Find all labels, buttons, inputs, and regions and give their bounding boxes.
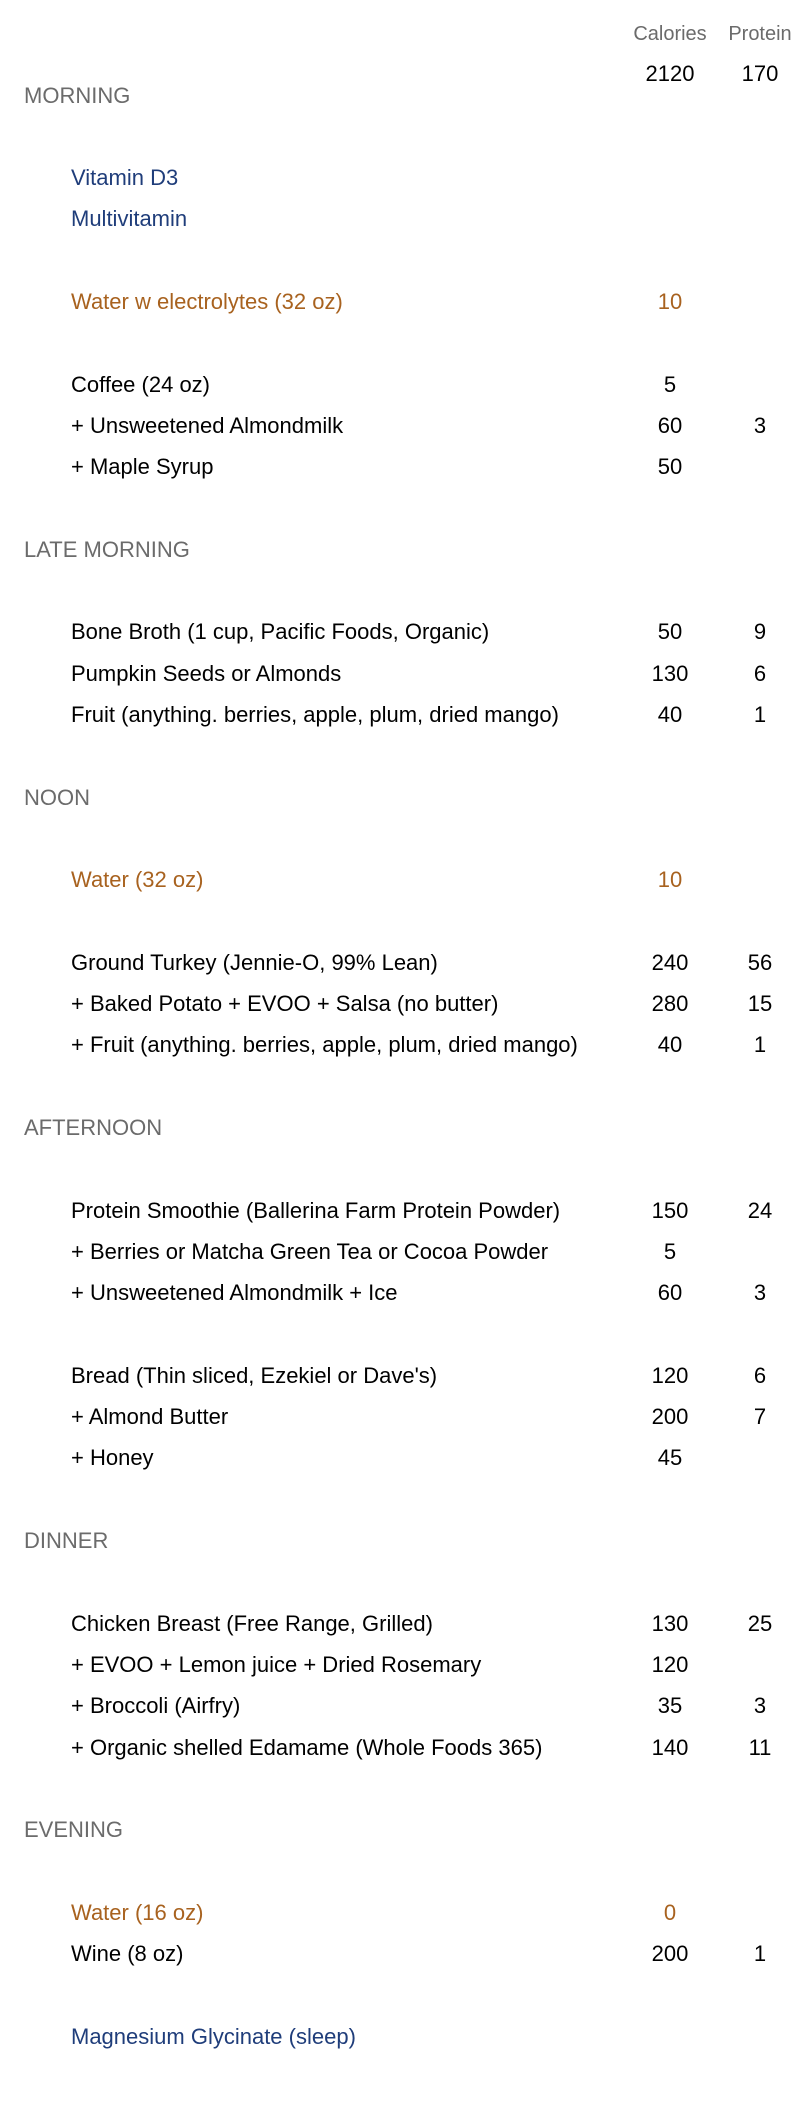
food-row [0,1604,810,1644]
item-label: + Honey [71,1445,154,1471]
item-label: Bread (Thin sliced, Ezekiel or Dave's) [71,1362,438,1388]
item-label: + Broccoli (Airfry) [71,1693,241,1719]
item-label: + Unsweetened Almondmilk + Ice [71,1280,398,1306]
item-label: Multivitamin [71,206,188,232]
food-row [0,695,810,735]
item-protein: 3 [753,412,767,438]
item-protein: 3 [753,1280,767,1306]
item-label: Ground Turkey (Jennie-O, 99% Lean) [71,949,438,975]
protein-column-header: Protein [728,23,792,45]
section-heading [0,530,810,570]
item-protein: 1 [753,1941,767,1966]
item-calories: 140 [651,1734,689,1760]
item-calories: 280 [651,991,689,1017]
item-label: + Berries or Matcha Green Tea or Cocoa Powder [71,1238,549,1264]
total-protein: 170 [741,61,779,86]
item-label: + EVOO + Lemon juice + Dried Rosemary [71,1651,482,1677]
total-calories: 2120 [645,61,695,86]
item-label: Water (16 oz) [71,1899,204,1925]
item-protein: 56 [747,949,773,975]
item-calories: 0 [663,1899,677,1925]
item-calories: 40 [657,1032,683,1058]
item-calories: 130 [651,1610,689,1636]
item-protein: 24 [747,1197,773,1223]
item-protein: 25 [747,1610,773,1636]
item-calories: 5 [663,1238,677,1264]
item-calories: 40 [657,702,683,727]
calories-column-header: Calories [633,23,707,45]
item-protein: 6 [753,1362,767,1388]
section-heading [0,778,810,818]
water-row [0,1893,810,1933]
section-title: AFTERNOON [24,1115,163,1140]
food-row [0,1728,810,1768]
item-protein: 3 [753,1693,767,1719]
food-row [0,943,810,983]
item-label: Pumpkin Seeds or Almonds [71,660,342,686]
item-protein: 1 [753,1032,767,1058]
item-protein: 11 [748,1734,772,1760]
food-row [0,1397,810,1437]
food-row [0,1438,810,1478]
column-header-row [0,14,810,54]
food-row [0,1191,810,1231]
section-title: EVENING [24,1817,124,1843]
food-row [0,1686,810,1726]
item-label: + Fruit (anything. berries, apple, plum, dried mango) [71,1032,578,1058]
item-label: + Organic shelled Edamame (Whole Foods 365) [71,1734,543,1760]
item-label: + Baked Potato + EVOO + Salsa (no butter) [71,991,499,1017]
item-label: Vitamin D3 [71,165,179,191]
item-calories: 200 [651,1941,689,1966]
item-calories: 130 [651,660,689,686]
item-calories: 60 [657,1280,683,1306]
section-title: MORNING [24,82,131,108]
supplement-row [0,199,810,239]
item-label: Bone Broth (1 cup, Pacific Foods, Organic) [71,619,490,645]
section-title: NOON [24,784,90,810]
food-row [0,654,810,694]
item-label: + Unsweetened Almondmilk [71,412,344,438]
item-label: Wine (8 oz) [71,1941,184,1966]
item-protein: 6 [753,660,767,686]
item-label: Fruit (anything. berries, apple, plum, dried mango) [71,702,559,727]
item-calories: 45 [657,1445,683,1471]
item-calories: 60 [657,412,683,438]
item-calories: 35 [657,1693,683,1719]
item-calories: 150 [651,1197,689,1223]
item-label: Magnesium Glycinate (sleep) [71,2023,356,2049]
water-row [0,860,810,900]
section-heading [0,1810,810,1850]
section-title: LATE MORNING [24,536,190,562]
food-row [0,1645,810,1685]
item-label: Water w electrolytes (32 oz) [71,289,343,314]
item-calories: 10 [657,867,683,893]
item-label: Water (32 oz) [71,867,204,893]
item-protein: 7 [753,1404,767,1430]
section-heading [0,1108,810,1148]
item-label: Protein Smoothie (Ballerina Farm Protein Powder) [71,1197,561,1223]
food-row [0,612,810,652]
supplement-row [0,158,810,198]
item-protein: 1 [753,702,767,727]
food-row [0,984,810,1024]
food-row [0,1025,810,1065]
section-heading [0,76,810,116]
section-heading [0,1521,810,1561]
food-row [0,1356,810,1396]
item-label: Coffee (24 oz) [71,371,211,397]
food-row [0,1273,810,1313]
food-row [0,1934,810,1974]
food-row [0,365,810,405]
item-calories: 50 [657,619,683,645]
item-calories: 240 [651,949,689,975]
item-label: Chicken Breast (Free Range, Grilled) [71,1610,433,1636]
supplement-row [0,2017,810,2057]
food-row [0,447,810,487]
water-row [0,282,810,322]
item-protein: 15 [747,991,773,1017]
item-calories: 10 [657,289,683,314]
item-calories: 5 [663,371,677,397]
section-title: DINNER [24,1528,109,1553]
item-protein: 9 [753,619,767,645]
item-calories: 120 [651,1362,689,1388]
item-label: + Maple Syrup [71,454,214,480]
item-calories: 200 [651,1404,689,1430]
item-calories: 50 [657,454,683,480]
food-row [0,406,810,446]
food-row [0,1232,810,1272]
item-label: + Almond Butter [71,1404,229,1430]
item-calories: 120 [651,1651,689,1677]
